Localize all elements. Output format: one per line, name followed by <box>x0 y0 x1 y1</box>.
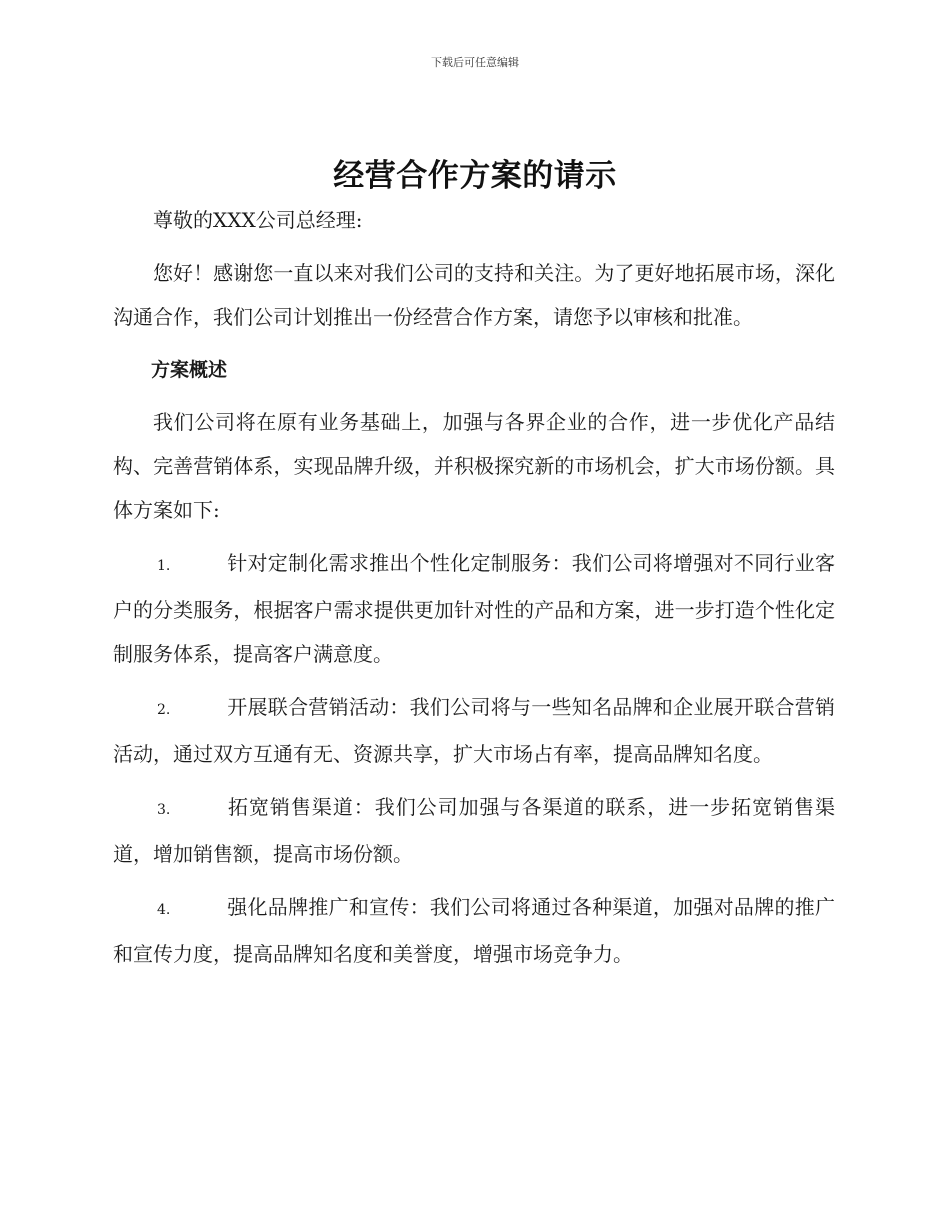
list-item <box>113 541 835 676</box>
list-item <box>113 785 835 876</box>
list-item-number: 4. <box>157 902 171 918</box>
list-item-number: 2. <box>157 702 171 718</box>
list-item-number: 3. <box>157 802 171 818</box>
overview-paragraph: 我们公司将在原有业务基础上，加强与各界企业的合作，进一步优化产品结构、完善营销体系，实现品牌升级，并积极探究新的市场机会，扩大市场份额。具体方案如下: <box>113 410 835 522</box>
list-item-number: 1. <box>157 558 171 574</box>
list-item-text: 针对定制化需求推出个性化定制服务：我们公司将增强对不同行业客户的分类服务，根据客户需求提供更加针对性的产品和方案，进一步打造个性化定制服务体系，提高客户满意度。 <box>113 551 835 666</box>
document-title: 经营合作方案的请示 <box>333 158 617 194</box>
intro-paragraph: 您好！感谢您一直以来对我们公司的支持和关注。为了更好地拓展市场，深化沟通合作，我们公司计划推出一份经营合作方案，请您予以审核和批准。 <box>113 261 835 329</box>
salutation: 尊敬的XXX公司总经理: <box>153 208 363 232</box>
list-item-text: 强化品牌推广和宣传：我们公司将通过各种渠道，加强对品牌的推广和宣传力度，提高品牌知名度和美誉度，增强市场竞争力。 <box>113 895 835 966</box>
section-heading: 方案概述 <box>151 359 228 381</box>
list-item <box>113 885 835 976</box>
header-note: 下载后可任意编辑 <box>431 56 519 69</box>
list-item-text: 开展联合营销活动：我们公司将与一些知名品牌和企业展开联合营销活动，通过双方互通有无、资源共享，扩大市场占有率，提高品牌知名度。 <box>113 695 835 766</box>
list-item <box>113 685 835 776</box>
list-item-text: 拓宽销售渠道：我们公司加强与各渠道的联系，进一步拓宽销售渠道，增加销售额，提高市场份额。 <box>113 795 835 866</box>
document-body <box>113 198 835 976</box>
